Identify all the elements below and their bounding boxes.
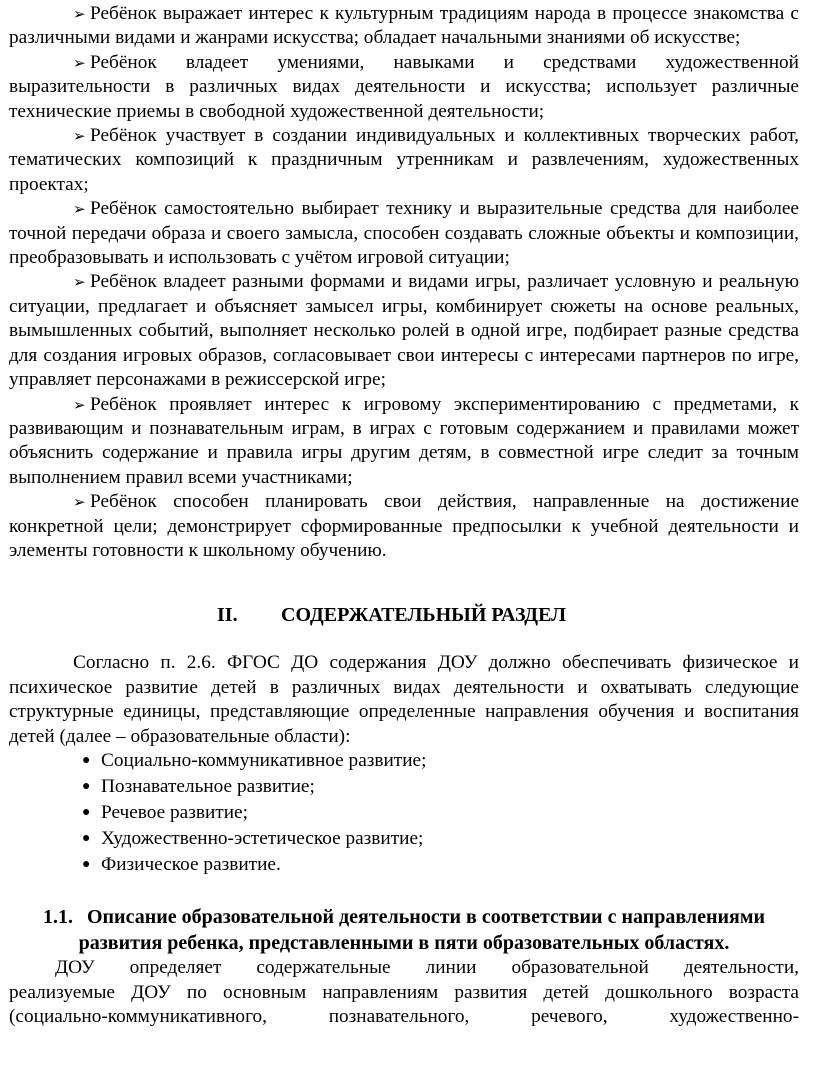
area-label: Познавательное развитие; [101, 775, 315, 797]
dot-bullet-icon: ● [82, 856, 91, 872]
outcome-text: Ребёнок способен планировать свои действия, направленные на достижение конкретной цели; демонстрирует сформированные предпосылки к учебной деятельности и элементы готовности к школьному обучению. [9, 491, 799, 561]
arrowhead-bullet-icon: ➢ [73, 493, 86, 512]
section-number: II. [217, 604, 238, 627]
subsection-heading [9, 905, 799, 956]
dot-bullet-icon: ● [82, 778, 91, 794]
outcome-text: Ребёнок проявляет интерес к игровому экспериментированию с предметами, к развивающим и познавательным играм, в играх с готовым содержанием и правилами может объяснить содержание и правила игры другим детям, в совместной игре следит за точным выполнением правил всеми участниками; [9, 393, 799, 488]
dot-bullet-icon: ● [82, 804, 91, 820]
outcome-text: Ребёнок владеет умениями, навыками и средствами художественной выразительности в различных видах деятельности и искусства; использует различные технические приемы в свободной художественной деятельности; [9, 51, 799, 122]
intro-paragraph: Согласно п. 2.6. ФГОС ДО содержания ДОУ должно обеспечивать физическое и психическое развитие детей в различных видах деятельности и охватывать следующие структурные единицы, представляющие определенные направления обучения и воспитания детей (далее – образовательные области): [9, 652, 799, 747]
arrowhead-bullet-icon: ➢ [73, 200, 86, 219]
outcome-item [9, 124, 799, 197]
dot-bullet-icon: ● [82, 830, 91, 846]
outcome-text: Ребёнок владеет разными формами и видами игры, различает условную и реальную ситуации, предлагает и объясняет замысел игры, комбинирует сюжеты на основе реальных, вымышленных событий, выполняет несколько ролей в одной игре, подбирает разные средства для создания игровых образов, согласовывает свои интересы с интересами партнеров по игре, управляет персонажами в режиссерской игре; [9, 271, 799, 391]
closing-paragraph-line: (социально-коммуникативного, познавательного, речевого, художественно- [9, 1006, 799, 1028]
list-item [9, 853, 799, 877]
document-page [9, 2, 799, 1030]
outcome-text: Ребёнок выражает интерес к культурным традициям народа в процессе знакомства с различными видами и жанрами искусства; обладает начальными знаниями об искусстве; [9, 3, 799, 49]
outcomes-list [9, 2, 799, 563]
outcome-item [9, 490, 799, 563]
list-item [9, 775, 799, 799]
arrowhead-bullet-icon: ➢ [73, 127, 86, 146]
dot-bullet-icon: ● [82, 752, 91, 768]
subsection-number: 1.1. [42, 906, 73, 929]
section-heading [9, 601, 799, 629]
educational-areas-list [9, 749, 799, 877]
arrowhead-bullet-icon: ➢ [73, 395, 86, 414]
arrowhead-bullet-icon: ➢ [73, 5, 86, 23]
outcome-item [9, 51, 799, 124]
arrowhead-bullet-icon: ➢ [73, 273, 86, 292]
area-label: Социально-коммуникативное развитие; [101, 749, 427, 771]
outcome-item [9, 2, 799, 51]
outcome-item [9, 270, 799, 392]
arrowhead-bullet-icon: ➢ [73, 53, 86, 72]
outcome-item [9, 393, 799, 491]
subsection-title: Описание образовательной деятельности в соответствии с направлениями развития ребенка, представленными в пяти образовательных областях. [78, 906, 766, 954]
closing-paragraph-line: ДОУ определяет содержательные линии образовательной деятельности, [55, 957, 799, 979]
list-item [9, 827, 799, 851]
section-title: СОДЕРЖАТЕЛЬНЫЙ РАЗДЕЛ [281, 604, 567, 627]
list-item [9, 801, 799, 825]
area-label: Художественно-эстетическое развитие; [101, 827, 424, 849]
area-label: Речевое развитие; [101, 801, 248, 823]
list-item [9, 749, 799, 773]
closing-paragraph-line: реализуемые ДОУ по основным направлениям развития детей дошкольного возраста [9, 981, 799, 1003]
outcome-item [9, 197, 799, 270]
outcome-text: Ребёнок участвует в создании индивидуальных и коллективных творческих работ, тематических композиций к праздничным утренникам и развлечениям, художественных проектах; [9, 125, 799, 195]
area-label: Физическое развитие. [101, 853, 281, 875]
outcome-text: Ребёнок самостоятельно выбирает технику и выразительные средства для наиболее точной передачи образа и своего замысла, способен создавать сложные объекты и композиции, преобразовывать и использовать с учётом игровой ситуации; [9, 198, 799, 269]
